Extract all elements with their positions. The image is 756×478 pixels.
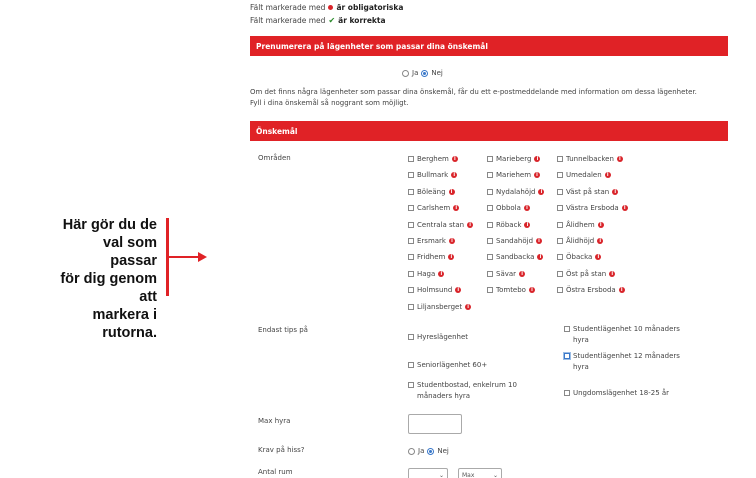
info-icon[interactable]: i xyxy=(465,304,471,310)
info-icon[interactable]: i xyxy=(453,205,459,211)
area-checkbox[interactable] xyxy=(557,171,611,179)
rooms-label: Antal rum xyxy=(258,468,293,476)
area-label: Väst på stan xyxy=(566,188,610,196)
info-icon[interactable]: i xyxy=(438,271,444,277)
info-icon[interactable]: i xyxy=(595,254,601,260)
checkbox[interactable] xyxy=(408,205,414,211)
required-legend-suffix: är obligatoriska xyxy=(336,3,404,12)
tip-checkbox-seniorlagenhet[interactable] xyxy=(408,361,487,369)
tip-label: Studentlägenhet 12 månaders hyra xyxy=(573,352,680,371)
checkbox[interactable] xyxy=(408,156,414,162)
area-checkbox[interactable] xyxy=(408,270,444,278)
checkbox[interactable] xyxy=(557,271,563,277)
area-label: Östra Ersboda xyxy=(566,286,616,294)
area-label: Ersmark xyxy=(417,237,446,245)
info-icon[interactable]: i xyxy=(452,156,458,162)
required-legend xyxy=(250,3,403,12)
annotation-line: markera i rutorna. xyxy=(92,307,157,341)
area-checkbox[interactable] xyxy=(557,188,618,196)
info-icon[interactable]: i xyxy=(609,271,615,277)
checkbox[interactable] xyxy=(408,189,414,195)
area-checkbox[interactable] xyxy=(408,188,455,196)
area-checkbox[interactable] xyxy=(408,204,459,212)
checkbox[interactable] xyxy=(557,287,563,293)
elevator-no-radio[interactable] xyxy=(427,448,434,455)
annotation-line: Här gör du de xyxy=(62,217,157,233)
area-label: Öbacka xyxy=(566,253,593,261)
area-checkbox[interactable] xyxy=(557,253,601,261)
area-checkbox[interactable] xyxy=(487,221,530,229)
checkbox[interactable] xyxy=(408,334,414,340)
tip-checkbox-studentbostad[interactable] xyxy=(408,380,534,402)
area-checkbox[interactable] xyxy=(487,188,544,196)
checkbox[interactable] xyxy=(408,362,414,368)
tip-checkbox-student-10[interactable] xyxy=(564,324,696,346)
area-label: Liljansberget xyxy=(417,303,463,311)
tip-label: Ungdomslägenhet 18-25 år xyxy=(573,389,670,397)
area-label: Holmsund xyxy=(417,286,453,294)
wishes-section-header: Önskemål xyxy=(250,121,728,141)
area-label: Obbola xyxy=(496,204,521,212)
area-checkbox[interactable] xyxy=(487,155,540,163)
info-icon[interactable]: i xyxy=(598,222,604,228)
info-icon[interactable]: i xyxy=(605,172,611,178)
area-label: Haga xyxy=(417,270,436,278)
checkbox[interactable] xyxy=(487,172,493,178)
area-label: Röback xyxy=(496,221,522,229)
elevator-yes-label: Ja xyxy=(418,447,425,455)
info-icon[interactable]: i xyxy=(534,156,540,162)
checkbox[interactable] xyxy=(487,205,493,211)
area-checkbox[interactable] xyxy=(487,171,540,179)
chevron-down-icon: ⌄ xyxy=(438,471,444,478)
area-label: Carlshem xyxy=(417,204,451,212)
area-label: Tunnelbacken xyxy=(566,155,614,163)
tip-label: Seniorlägenhet 60+ xyxy=(417,361,488,369)
area-checkbox[interactable] xyxy=(557,286,625,294)
checkbox[interactable] xyxy=(557,189,563,195)
area-label: Västra Ersboda xyxy=(566,204,619,212)
tips-label: Endast tips på xyxy=(258,326,308,334)
info-icon[interactable]: i xyxy=(534,172,540,178)
rooms-max-select[interactable] xyxy=(458,468,502,478)
rooms-max-value: Max xyxy=(462,471,475,478)
checkmark-icon: ✔ xyxy=(328,15,336,25)
area-label: Berghem xyxy=(417,155,449,163)
area-checkbox[interactable] xyxy=(557,270,615,278)
tip-checkbox-student-12[interactable] xyxy=(564,351,696,373)
annotation-line: för dig genom att xyxy=(60,271,157,305)
checkbox[interactable] xyxy=(557,238,563,244)
info-icon[interactable]: i xyxy=(597,238,603,244)
tip-checkbox-hyreslagenhet[interactable] xyxy=(408,333,468,341)
area-checkbox[interactable] xyxy=(408,221,473,229)
checkbox[interactable] xyxy=(487,254,493,260)
area-checkbox[interactable] xyxy=(487,270,525,278)
area-label: Ålidhem xyxy=(566,221,595,229)
required-legend-prefix: Fält markerade med xyxy=(250,3,326,12)
subscribe-no-label: Nej xyxy=(431,69,443,77)
instruction-annotation xyxy=(60,216,157,342)
area-checkbox[interactable] xyxy=(487,253,543,261)
checkbox[interactable] xyxy=(557,222,563,228)
area-checkbox[interactable] xyxy=(557,237,603,245)
info-icon[interactable]: i xyxy=(538,189,544,195)
subscribe-description: Om det finns några lägenheter som passar dina önskemål, får du ett e-postmeddelande med information om dessa lägenheter. Fyll i dina önskemål så noggrant som möjligt. xyxy=(250,88,697,107)
elevator-label: Krav på hiss? xyxy=(258,446,305,454)
checkbox[interactable] xyxy=(408,222,414,228)
info-icon[interactable]: i xyxy=(449,189,455,195)
correct-legend-prefix: Fält markerade med xyxy=(250,16,326,25)
area-checkbox[interactable] xyxy=(408,237,455,245)
area-label: Centrala stan xyxy=(417,221,465,229)
subscribe-yes-radio[interactable] xyxy=(402,70,409,77)
area-label: Sandahöjd xyxy=(496,237,534,245)
max-rent-label: Max hyra xyxy=(258,417,291,425)
arrow-right-icon xyxy=(166,249,208,265)
info-icon[interactable]: i xyxy=(536,238,542,244)
elevator-radio-group xyxy=(408,447,449,455)
area-checkbox[interactable] xyxy=(557,221,604,229)
info-icon[interactable]: i xyxy=(519,271,525,277)
checkbox[interactable] xyxy=(564,390,570,396)
max-rent-input[interactable] xyxy=(408,414,462,434)
subscribe-yes-label: Ja xyxy=(412,69,419,77)
checkbox[interactable] xyxy=(487,156,493,162)
checkbox[interactable] xyxy=(564,353,570,359)
checkbox[interactable] xyxy=(408,287,414,293)
checkbox[interactable] xyxy=(557,205,563,211)
area-label: Ålidhöjd xyxy=(566,237,595,245)
area-checkbox[interactable] xyxy=(408,303,471,311)
area-label: Mariehem xyxy=(496,171,532,179)
checkbox[interactable] xyxy=(564,326,570,332)
info-icon[interactable]: i xyxy=(617,156,623,162)
subscribe-section-header: Prenumerera på lägenheter som passar dina önskemål xyxy=(250,36,728,56)
info-icon[interactable]: i xyxy=(448,254,454,260)
checkbox[interactable] xyxy=(487,222,493,228)
area-label: Böleäng xyxy=(417,188,446,196)
area-label: Fridhem xyxy=(417,253,446,261)
checkbox[interactable] xyxy=(557,156,563,162)
checkbox[interactable] xyxy=(408,304,414,310)
info-icon[interactable]: i xyxy=(524,222,530,228)
info-icon[interactable]: i xyxy=(455,287,461,293)
checkbox[interactable] xyxy=(487,271,493,277)
areas-label: Områden xyxy=(258,154,291,162)
checkbox[interactable] xyxy=(557,254,563,260)
info-icon[interactable]: i xyxy=(467,222,473,228)
area-checkbox[interactable] xyxy=(408,155,458,163)
area-label: Umedalen xyxy=(566,171,602,179)
info-icon[interactable]: i xyxy=(451,172,457,178)
area-label: Marieberg xyxy=(496,155,532,163)
info-icon[interactable]: i xyxy=(612,189,618,195)
subscribe-radio-group xyxy=(402,69,443,77)
area-label: Bullmark xyxy=(417,171,449,179)
checkbox[interactable] xyxy=(487,287,493,293)
area-checkbox[interactable] xyxy=(408,171,457,179)
tip-label: Studentbostad, enkelrum 10 månaders hyra xyxy=(417,381,517,400)
checkbox[interactable] xyxy=(408,172,414,178)
checkbox[interactable] xyxy=(408,238,414,244)
info-icon[interactable]: i xyxy=(529,287,535,293)
area-label: Nydalahöjd xyxy=(496,188,536,196)
subscribe-no-radio[interactable] xyxy=(421,70,428,77)
checkbox[interactable] xyxy=(408,254,414,260)
area-checkbox[interactable] xyxy=(487,237,542,245)
info-icon[interactable]: i xyxy=(619,287,625,293)
info-icon[interactable]: i xyxy=(449,238,455,244)
area-checkbox[interactable] xyxy=(487,286,535,294)
area-label: Tomtebo xyxy=(496,286,526,294)
required-dot-icon xyxy=(328,5,333,10)
area-checkbox[interactable] xyxy=(487,204,530,212)
elevator-yes-radio[interactable] xyxy=(408,448,415,455)
area-checkbox[interactable] xyxy=(557,204,628,212)
tip-checkbox-ungdom[interactable] xyxy=(564,389,669,397)
rooms-min-select[interactable] xyxy=(408,468,448,478)
info-icon[interactable]: i xyxy=(622,205,628,211)
info-icon[interactable]: i xyxy=(537,254,543,260)
area-label: Sävar xyxy=(496,270,517,278)
tip-label: Studentlägenhet 10 månaders hyra xyxy=(573,325,680,344)
elevator-no-label: Nej xyxy=(437,447,449,455)
checkbox[interactable] xyxy=(557,172,563,178)
annotation-line: val som passar xyxy=(103,235,157,269)
correct-legend-suffix: är korrekta xyxy=(338,16,386,25)
area-label: Öst på stan xyxy=(566,270,607,278)
area-label: Sandbacka xyxy=(496,253,535,261)
checkbox[interactable] xyxy=(408,271,414,277)
tip-label: Hyreslägenhet xyxy=(417,333,468,341)
area-checkbox[interactable] xyxy=(557,155,623,163)
area-checkbox[interactable] xyxy=(408,286,461,294)
checkbox[interactable] xyxy=(487,189,493,195)
correct-legend xyxy=(250,16,386,25)
checkbox[interactable] xyxy=(408,382,414,388)
area-checkbox[interactable] xyxy=(408,253,454,261)
checkbox[interactable] xyxy=(487,238,493,244)
chevron-down-icon: ⌄ xyxy=(492,471,498,478)
info-icon[interactable]: i xyxy=(524,205,530,211)
